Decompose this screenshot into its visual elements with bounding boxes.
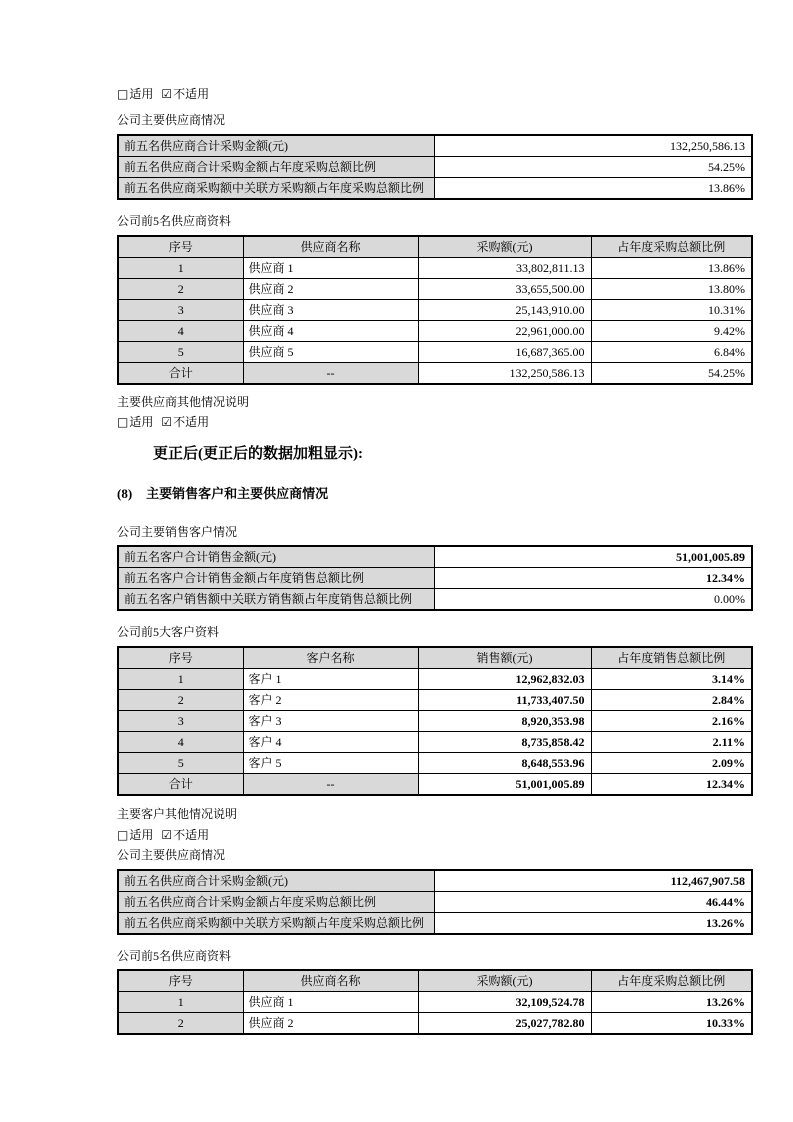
customer-summary-table xyxy=(117,545,753,611)
cell-name: 客户 5 xyxy=(243,753,418,774)
table-row xyxy=(118,753,752,774)
cell-seq: 5 xyxy=(118,753,243,774)
customer-summary-title: 公司主要销售客户情况 xyxy=(117,525,238,539)
table-row xyxy=(118,690,752,711)
summary-label: 前五名客户销售额中关联方销售额占年度销售总额比例 xyxy=(118,589,434,611)
cell-name: 供应商 1 xyxy=(243,258,418,279)
cell-amount: 11,733,407.50 xyxy=(418,690,591,711)
checkbox-checked-icon: ☑ xyxy=(161,828,173,842)
cell-name: -- xyxy=(243,774,418,796)
customer-detail-title: 公司前5大客户资料 xyxy=(117,625,220,639)
col-header-ratio: 占年度采购总额比例 xyxy=(591,970,752,992)
summary-value: 132,250,586.13 xyxy=(434,135,752,157)
col-header-seq: 序号 xyxy=(118,970,243,992)
cell-amount: 25,143,910.00 xyxy=(418,300,591,321)
col-header-ratio: 占年度销售总额比例 xyxy=(591,647,752,669)
cell-seq: 3 xyxy=(118,300,243,321)
cell-total-label: 合计 xyxy=(118,774,243,796)
table-row xyxy=(118,546,752,568)
checkbox-unchecked-icon: □ xyxy=(117,828,129,842)
supplier-detail-table-before xyxy=(117,235,753,385)
supplier-summary-table-after xyxy=(117,869,753,935)
summary-value: 51,001,005.89 xyxy=(434,546,752,568)
cell-ratio: 6.84% xyxy=(591,342,752,363)
table-row xyxy=(118,1013,752,1035)
cell-seq: 3 xyxy=(118,711,243,732)
not-applicable-label: 不适用 xyxy=(173,415,210,429)
cell-name: 供应商 2 xyxy=(243,279,418,300)
cell-seq: 1 xyxy=(118,669,243,690)
applicable-label: 适用 xyxy=(129,87,154,101)
cell-ratio: 2.11% xyxy=(591,732,752,753)
corrected-heading: 更正后(更正后的数据加粗显示): xyxy=(153,446,363,462)
table-row xyxy=(118,135,752,157)
col-header-ratio: 占年度采购总额比例 xyxy=(591,236,752,258)
table-header-row xyxy=(118,970,752,992)
cell-amount: 22,961,000.00 xyxy=(418,321,591,342)
cell-ratio: 54.25% xyxy=(591,363,752,385)
summary-label: 前五名供应商合计采购金额占年度采购总额比例 xyxy=(118,157,434,178)
summary-label: 前五名客户合计销售金额占年度销售总额比例 xyxy=(118,568,434,589)
cell-amount: 8,648,553.96 xyxy=(418,753,591,774)
cell-ratio: 9.42% xyxy=(591,321,752,342)
table-row xyxy=(118,342,752,363)
cell-ratio: 2.16% xyxy=(591,711,752,732)
checkbox-unchecked-icon: □ xyxy=(117,87,129,101)
customer-detail-table xyxy=(117,646,753,796)
supplier-summary-title-before: 公司主要供应商情况 xyxy=(117,113,226,127)
table-row xyxy=(118,669,752,690)
cell-name: 客户 4 xyxy=(243,732,418,753)
table-total-row xyxy=(118,774,752,796)
col-header-seq: 序号 xyxy=(118,647,243,669)
cell-name: 供应商 5 xyxy=(243,342,418,363)
cell-seq: 1 xyxy=(118,992,243,1013)
table-row xyxy=(118,732,752,753)
table-row xyxy=(118,157,752,178)
cell-amount: 33,655,500.00 xyxy=(418,279,591,300)
cell-name: 供应商 3 xyxy=(243,300,418,321)
cell-seq: 5 xyxy=(118,342,243,363)
cell-amount: 33,802,811.13 xyxy=(418,258,591,279)
summary-label: 前五名供应商采购额中关联方采购额占年度采购总额比例 xyxy=(118,913,434,935)
applicability-line xyxy=(117,86,751,102)
table-row xyxy=(118,589,752,611)
cell-ratio: 3.14% xyxy=(591,669,752,690)
col-header-amount: 销售额(元) xyxy=(418,647,591,669)
cell-name: 客户 3 xyxy=(243,711,418,732)
cell-name: -- xyxy=(243,363,418,385)
not-applicable-label: 不适用 xyxy=(173,87,210,101)
cell-amount: 25,027,782.80 xyxy=(418,1013,591,1035)
col-header-name: 供应商名称 xyxy=(243,236,418,258)
col-header-amount: 采购额(元) xyxy=(418,970,591,992)
cell-seq: 2 xyxy=(118,279,243,300)
cell-name: 客户 1 xyxy=(243,669,418,690)
col-header-name: 供应商名称 xyxy=(243,970,418,992)
cell-ratio: 12.34% xyxy=(591,774,752,796)
cell-amount: 132,250,586.13 xyxy=(418,363,591,385)
summary-value: 0.00% xyxy=(434,589,752,611)
checkbox-checked-icon: ☑ xyxy=(161,415,173,429)
cell-ratio: 2.09% xyxy=(591,753,752,774)
summary-value: 46.44% xyxy=(434,892,752,913)
cell-seq: 1 xyxy=(118,258,243,279)
summary-value: 54.25% xyxy=(434,157,752,178)
checkbox-unchecked-icon: □ xyxy=(117,415,129,429)
cell-seq: 4 xyxy=(118,321,243,342)
summary-label: 前五名供应商合计采购金额(元) xyxy=(118,135,434,157)
summary-label: 前五名供应商采购额中关联方采购额占年度采购总额比例 xyxy=(118,178,434,200)
applicable-label: 适用 xyxy=(129,415,154,429)
supplier-detail-title-after: 公司前5名供应商资料 xyxy=(117,949,232,963)
customer-other-note: 主要客户其他情况说明 xyxy=(117,807,238,821)
cell-seq: 2 xyxy=(118,690,243,711)
table-row xyxy=(118,870,752,892)
table-row xyxy=(118,711,752,732)
summary-value: 112,467,907.58 xyxy=(434,870,752,892)
supplier-other-note-before: 主要供应商其他情况说明 xyxy=(117,395,250,409)
cell-name: 供应商 1 xyxy=(243,992,418,1013)
supplier-detail-title-before: 公司前5名供应商资料 xyxy=(117,214,232,228)
table-row xyxy=(118,279,752,300)
cell-name: 供应商 4 xyxy=(243,321,418,342)
cell-amount: 51,001,005.89 xyxy=(418,774,591,796)
table-row xyxy=(118,321,752,342)
table-row xyxy=(118,258,752,279)
section-8-title: 主要销售客户和主要供应商情况 xyxy=(146,486,329,501)
cell-ratio: 13.86% xyxy=(591,258,752,279)
summary-value: 13.86% xyxy=(434,178,752,200)
table-row xyxy=(118,568,752,589)
cell-total-label: 合计 xyxy=(118,363,243,385)
cell-ratio: 2.84% xyxy=(591,690,752,711)
applicability-line xyxy=(117,827,751,843)
table-row xyxy=(118,300,752,321)
applicable-label: 适用 xyxy=(129,828,154,842)
cell-ratio: 10.31% xyxy=(591,300,752,321)
table-header-row xyxy=(118,236,752,258)
applicability-line xyxy=(117,414,751,430)
cell-name: 客户 2 xyxy=(243,690,418,711)
col-header-seq: 序号 xyxy=(118,236,243,258)
cell-ratio: 13.80% xyxy=(591,279,752,300)
table-row xyxy=(118,892,752,913)
summary-label: 前五名供应商合计采购金额占年度采购总额比例 xyxy=(118,892,434,913)
section-8-number: (8) xyxy=(117,486,133,501)
cell-seq: 2 xyxy=(118,1013,243,1035)
cell-ratio: 13.26% xyxy=(591,992,752,1013)
supplier-summary-table-before xyxy=(117,134,753,200)
cell-ratio: 10.33% xyxy=(591,1013,752,1035)
table-row xyxy=(118,992,752,1013)
table-row xyxy=(118,913,752,935)
col-header-amount: 采购额(元) xyxy=(418,236,591,258)
not-applicable-label: 不适用 xyxy=(173,828,210,842)
cell-amount: 8,920,353.98 xyxy=(418,711,591,732)
section-8-heading xyxy=(117,485,751,502)
col-header-name: 客户名称 xyxy=(243,647,418,669)
cell-amount: 16,687,365.00 xyxy=(418,342,591,363)
cell-name: 供应商 2 xyxy=(243,1013,418,1035)
table-row xyxy=(118,178,752,200)
cell-amount: 8,735,858.42 xyxy=(418,732,591,753)
cell-amount: 12,962,832.03 xyxy=(418,669,591,690)
summary-value: 12.34% xyxy=(434,568,752,589)
summary-label: 前五名客户合计销售金额(元) xyxy=(118,546,434,568)
summary-label: 前五名供应商合计采购金额(元) xyxy=(118,870,434,892)
table-total-row xyxy=(118,363,752,385)
cell-seq: 4 xyxy=(118,732,243,753)
checkbox-checked-icon: ☑ xyxy=(161,87,173,101)
cell-amount: 32,109,524.78 xyxy=(418,992,591,1013)
table-header-row xyxy=(118,647,752,669)
summary-value: 13.26% xyxy=(434,913,752,935)
supplier-detail-table-after xyxy=(117,969,753,1035)
supplier-summary-title-after: 公司主要供应商情况 xyxy=(117,848,226,862)
